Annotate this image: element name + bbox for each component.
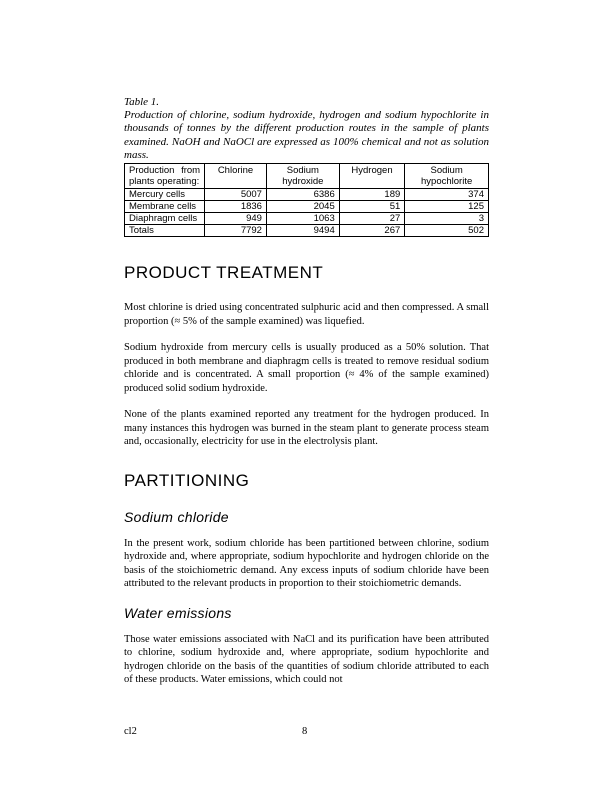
- cell-value: 6386: [266, 189, 339, 201]
- column-header: Chlorine: [205, 164, 267, 189]
- table-caption-body: Production of chlorine, sodium hydroxide, hydrogen and sodium hypochlorite in thousands of tonnes by the different production routes in the sample of plants examined. NaOH and NaOCl are expressed as 100% chemical and not as solution mass.: [124, 109, 489, 161]
- table-header-row: [125, 164, 489, 189]
- paragraph: Most chlorine is dried using concentrated sulphuric acid and then compressed. A small proportion (≈ 5% of the sample examined) was liquefied.: [124, 302, 489, 327]
- cell-value: 125: [405, 201, 489, 213]
- table-row: [125, 213, 489, 225]
- table-row: [125, 201, 489, 213]
- cell-value: 51: [339, 201, 405, 213]
- cell-value: 5007: [205, 189, 267, 201]
- footer-doc-id: cl2: [124, 726, 137, 737]
- cell-value: 3: [405, 213, 489, 225]
- cell-value: 7792: [205, 225, 267, 237]
- column-header: Sodium hypochlorite: [405, 164, 489, 189]
- cell-value: 1836: [205, 201, 267, 213]
- table-caption-title: Table 1.: [124, 96, 160, 108]
- table-row: [125, 189, 489, 201]
- cell-value: 374: [405, 189, 489, 201]
- cell-value: 2045: [266, 201, 339, 213]
- column-header: Production from plants operating:: [125, 164, 205, 189]
- row-label: Mercury cells: [125, 189, 205, 201]
- column-header: Sodium hydroxide: [266, 164, 339, 189]
- cell-value: 502: [405, 225, 489, 237]
- paragraph: In the present work, sodium chloride has been partitioned between chlorine, sodium hydroxide and, where appropriate, sodium hypochlorite and hydrogen chloride on the basis of the stoichiometric demand. Any excess inputs of sodium chloride have been attributed to the relevant products in proportion to their stoichiometric demands.: [124, 537, 489, 590]
- table-row-totals: [125, 225, 489, 237]
- cell-value: 949: [205, 213, 267, 225]
- row-label: Membrane cells: [125, 201, 205, 213]
- page-content: [124, 96, 489, 700]
- cell-value: 1063: [266, 213, 339, 225]
- column-header: Hydrogen: [339, 164, 405, 189]
- footer-page-number: 8: [302, 726, 308, 737]
- cell-value: 189: [339, 189, 405, 201]
- section-heading-partitioning: PARTITIONING: [124, 470, 250, 490]
- production-table: [124, 163, 489, 237]
- paragraph: Those water emissions associated with NaCl and its purification have been attributed to chlorine, sodium hydroxide and, where appropriate, sodium hypochlorite and hydrogen chloride on the basis of the quantities of sodium chloride attributed to each of these products. Water emissions, which could not: [124, 633, 489, 686]
- paragraph: None of the plants examined reported any treatment for the hydrogen produced. In many instances this hydrogen was burned in the steam plant to generate process steam and, occasionally, electricity for use in the electrolysis plant.: [124, 409, 489, 448]
- subsection-heading-water-emissions: Water emissions: [124, 604, 232, 621]
- row-label: Totals: [125, 225, 205, 237]
- paragraph: Sodium hydroxide from mercury cells is usually produced as a 50% solution. That produced in both membrane and diaphragm cells is treated to remove residual sodium chloride and is concentrated. A small proportion (≈ 4% of the sample examined) produced solid sodium hydroxide.: [124, 342, 489, 394]
- cell-value: 267: [339, 225, 405, 237]
- cell-value: 27: [339, 213, 405, 225]
- subsection-heading-sodium-chloride: Sodium chloride: [124, 508, 229, 525]
- section-heading-product-treatment: PRODUCT TREATMENT: [124, 263, 324, 283]
- cell-value: 9494: [266, 225, 339, 237]
- row-label: Diaphragm cells: [125, 213, 205, 225]
